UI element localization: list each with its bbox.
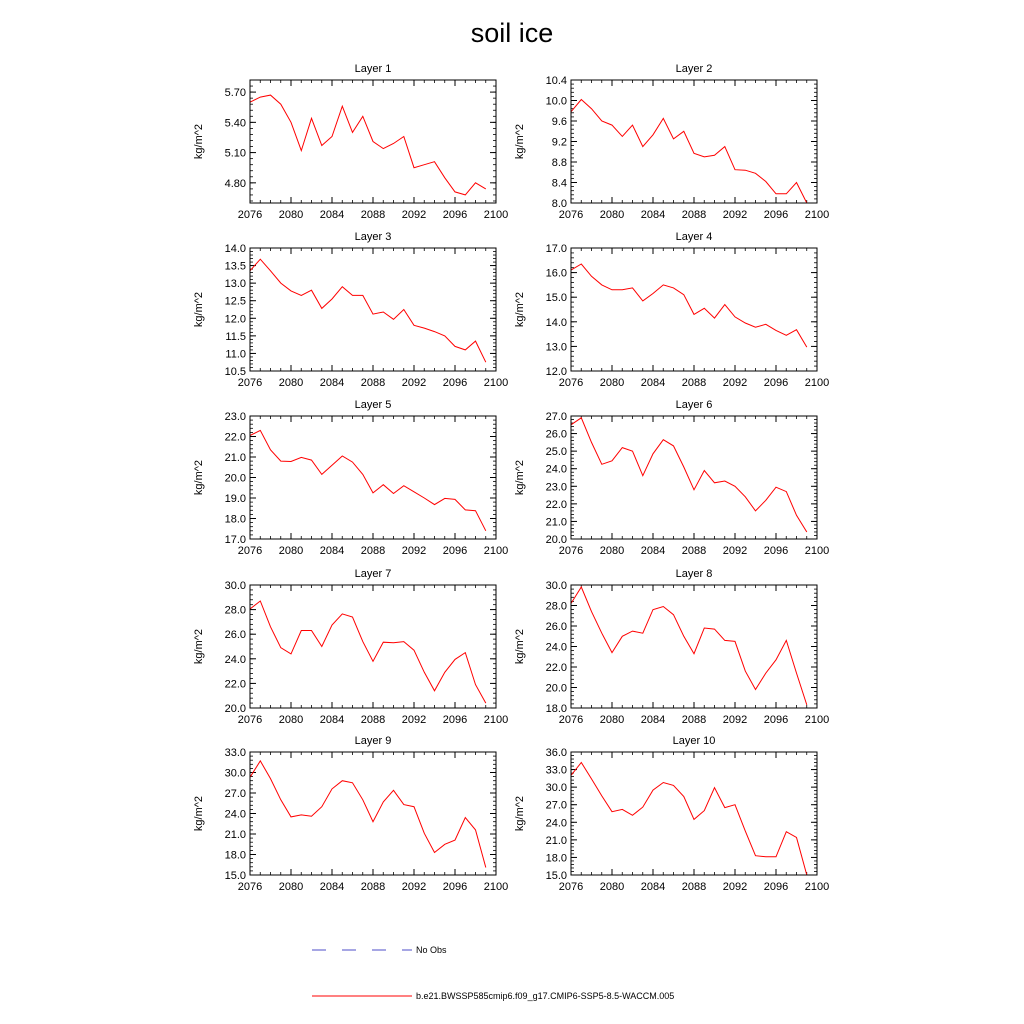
panel-layer-6 xyxy=(514,399,829,557)
series-line xyxy=(250,95,486,195)
y-tick-label: 15.0 xyxy=(224,870,246,882)
y-tick-label: 5.40 xyxy=(224,117,246,130)
x-tick-label: 2092 xyxy=(401,545,427,557)
x-tick-label: 2096 xyxy=(442,881,468,893)
x-tick-label: 2084 xyxy=(640,545,666,557)
y-tick-label: 20.0 xyxy=(224,703,246,715)
y-tick-label: 4.80 xyxy=(224,177,246,190)
panel-title: Layer 4 xyxy=(675,231,713,243)
x-tick-label: 2080 xyxy=(599,377,625,389)
x-tick-label: 2080 xyxy=(278,545,304,557)
x-tick-label: 2088 xyxy=(681,545,707,557)
x-tick-label: 2096 xyxy=(763,714,789,726)
y-tick-label: 25.0 xyxy=(545,446,567,459)
x-tick-label: 2084 xyxy=(319,714,345,726)
y-tick-label: 26.0 xyxy=(545,621,567,633)
x-tick-label: 2096 xyxy=(442,209,468,221)
plot-frame xyxy=(571,80,817,203)
y-tick-label: 24.0 xyxy=(545,641,567,654)
panel-title: Layer 5 xyxy=(354,399,392,411)
x-tick-label: 2100 xyxy=(483,545,509,557)
x-tick-label: 2080 xyxy=(599,209,625,221)
panel-layer-1 xyxy=(193,63,508,221)
plot-frame xyxy=(571,416,817,539)
x-tick-label: 2096 xyxy=(442,714,468,726)
x-tick-label: 2100 xyxy=(483,377,509,389)
y-tick-label: 19.0 xyxy=(224,493,246,505)
y-tick-label: 8.8 xyxy=(551,157,567,169)
y-axis-label: kg/m^2 xyxy=(514,123,526,160)
panel-title: Layer 7 xyxy=(354,568,392,580)
series-line xyxy=(571,100,807,204)
panel-layer-8 xyxy=(514,568,829,726)
y-tick-label: 15.0 xyxy=(545,870,567,882)
x-tick-label: 2092 xyxy=(722,714,748,726)
y-tick-label: 20.0 xyxy=(545,682,567,695)
plot-frame xyxy=(571,585,817,708)
x-tick-label: 2088 xyxy=(360,209,386,221)
plot-frame xyxy=(250,752,496,875)
x-tick-label: 2100 xyxy=(804,209,830,221)
x-tick-label: 2100 xyxy=(804,714,830,726)
x-tick-label: 2084 xyxy=(640,209,666,221)
x-tick-label: 2092 xyxy=(722,209,748,221)
y-tick-label: 17.0 xyxy=(224,534,246,546)
x-tick-label: 2080 xyxy=(278,209,304,221)
x-tick-label: 2096 xyxy=(763,881,789,893)
y-axis-label: kg/m^2 xyxy=(193,795,205,832)
plot-frame xyxy=(250,585,496,708)
x-tick-label: 2088 xyxy=(360,545,386,557)
panel-layer-5 xyxy=(193,399,508,557)
x-tick-label: 2076 xyxy=(237,545,263,557)
y-tick-label: 17.0 xyxy=(545,243,567,255)
panel-title: Layer 9 xyxy=(354,735,392,747)
y-tick-label: 16.0 xyxy=(545,267,567,280)
y-tick-label: 27.0 xyxy=(545,411,567,423)
x-tick-label: 2100 xyxy=(483,714,509,726)
plot-frame xyxy=(250,248,496,371)
plot-frame xyxy=(250,416,496,539)
y-tick-label: 11.0 xyxy=(225,348,246,361)
y-tick-label: 13.0 xyxy=(224,278,246,291)
x-tick-label: 2100 xyxy=(804,881,830,893)
x-tick-label: 2088 xyxy=(360,377,386,389)
legend-label-1: No Obs xyxy=(416,945,447,955)
y-axis-label: kg/m^2 xyxy=(193,123,205,160)
x-tick-label: 2100 xyxy=(804,377,830,389)
panel-layer-3 xyxy=(193,231,508,389)
x-tick-label: 2100 xyxy=(483,881,509,893)
y-axis-label: kg/m^2 xyxy=(514,459,526,496)
x-tick-label: 2084 xyxy=(640,881,666,893)
series-line xyxy=(250,259,486,362)
y-tick-label: 18.0 xyxy=(545,703,567,715)
x-tick-label: 2096 xyxy=(442,377,468,389)
panel-layer-9 xyxy=(193,735,508,893)
y-tick-label: 21.0 xyxy=(545,834,567,847)
x-tick-label: 2076 xyxy=(237,209,263,221)
y-tick-label: 18.0 xyxy=(224,849,246,862)
x-tick-label: 2080 xyxy=(599,714,625,726)
x-tick-label: 2076 xyxy=(558,209,584,221)
y-tick-label: 26.0 xyxy=(545,428,567,441)
x-tick-label: 2096 xyxy=(442,545,468,557)
y-tick-label: 13.0 xyxy=(545,341,567,354)
panel-layer-2 xyxy=(514,63,829,221)
series-line xyxy=(250,601,486,703)
panel-layer-10 xyxy=(514,735,829,893)
y-tick-label: 5.70 xyxy=(224,87,246,100)
legend xyxy=(312,945,674,1001)
series-line xyxy=(250,761,486,868)
y-axis-label: kg/m^2 xyxy=(193,628,205,665)
x-tick-label: 2080 xyxy=(599,545,625,557)
y-tick-label: 33.0 xyxy=(224,747,246,759)
x-tick-label: 2092 xyxy=(401,714,427,726)
x-tick-label: 2080 xyxy=(599,881,625,893)
y-tick-label: 15.0 xyxy=(545,292,567,305)
y-axis-label: kg/m^2 xyxy=(514,628,526,665)
y-tick-label: 23.0 xyxy=(545,481,567,494)
x-tick-label: 2088 xyxy=(681,714,707,726)
x-tick-label: 2092 xyxy=(722,881,748,893)
y-tick-label: 24.0 xyxy=(545,463,567,476)
series-line xyxy=(250,430,486,530)
y-tick-label: 12.0 xyxy=(545,366,567,378)
y-axis-label: kg/m^2 xyxy=(514,795,526,832)
plot-frame xyxy=(571,248,817,371)
legend-label-2: b.e21.BWSSP585cmip6.f09_g17.CMIP6-SSP5-8.5-WACCM.005 xyxy=(416,991,675,1001)
y-tick-label: 24.0 xyxy=(545,817,567,830)
x-tick-label: 2100 xyxy=(804,545,830,557)
x-tick-label: 2096 xyxy=(763,209,789,221)
x-tick-label: 2080 xyxy=(278,377,304,389)
x-tick-label: 2080 xyxy=(278,714,304,726)
y-tick-label: 5.10 xyxy=(224,147,246,160)
series-line xyxy=(571,264,807,347)
x-tick-label: 2092 xyxy=(401,209,427,221)
y-tick-label: 21.0 xyxy=(545,516,567,529)
y-tick-label: 11.5 xyxy=(225,330,246,343)
x-tick-label: 2084 xyxy=(319,881,345,893)
y-axis-label: kg/m^2 xyxy=(193,459,205,496)
y-tick-label: 30.0 xyxy=(545,580,567,592)
y-tick-label: 9.2 xyxy=(551,136,567,149)
y-axis-label: kg/m^2 xyxy=(193,291,205,328)
x-tick-label: 2084 xyxy=(319,545,345,557)
y-tick-label: 21.0 xyxy=(224,452,246,464)
x-tick-label: 2092 xyxy=(401,377,427,389)
series-line xyxy=(571,763,807,876)
y-tick-label: 24.0 xyxy=(224,653,246,666)
y-tick-label: 36.0 xyxy=(545,747,567,759)
x-tick-label: 2100 xyxy=(483,209,509,221)
x-tick-label: 2092 xyxy=(722,545,748,557)
y-tick-label: 10.5 xyxy=(224,366,246,378)
x-tick-label: 2088 xyxy=(360,881,386,893)
y-tick-label: 22.0 xyxy=(545,498,567,511)
y-tick-label: 30.0 xyxy=(224,767,246,780)
panels xyxy=(193,63,829,893)
x-tick-label: 2088 xyxy=(681,881,707,893)
y-tick-label: 30.0 xyxy=(545,782,567,795)
panel-title: Layer 3 xyxy=(354,231,392,243)
y-tick-label: 22.0 xyxy=(224,678,246,691)
x-tick-label: 2092 xyxy=(722,377,748,389)
y-tick-label: 12.0 xyxy=(224,313,246,326)
y-tick-label: 9.6 xyxy=(551,116,567,128)
x-tick-label: 2076 xyxy=(237,377,263,389)
x-tick-label: 2076 xyxy=(558,377,584,389)
y-tick-label: 27.0 xyxy=(224,788,246,800)
x-tick-label: 2076 xyxy=(558,545,584,557)
y-tick-label: 33.0 xyxy=(545,764,567,777)
x-tick-label: 2076 xyxy=(237,881,263,893)
x-tick-label: 2080 xyxy=(278,881,304,893)
panel-layer-7 xyxy=(193,568,508,726)
panel-title: Layer 10 xyxy=(672,735,716,747)
y-tick-label: 27.0 xyxy=(545,799,567,812)
panel-title: Layer 2 xyxy=(675,63,713,75)
y-tick-label: 22.0 xyxy=(545,662,567,674)
y-tick-label: 21.0 xyxy=(224,829,246,841)
x-tick-label: 2084 xyxy=(319,377,345,389)
x-tick-label: 2076 xyxy=(237,714,263,726)
y-tick-label: 8.0 xyxy=(551,198,567,210)
y-tick-label: 14.0 xyxy=(224,243,246,255)
x-tick-label: 2088 xyxy=(681,209,707,221)
x-tick-label: 2076 xyxy=(558,881,584,893)
panel-layer-4 xyxy=(514,231,829,389)
y-tick-label: 22.0 xyxy=(224,431,246,444)
y-tick-label: 23.0 xyxy=(224,411,246,423)
y-tick-label: 24.0 xyxy=(224,808,246,821)
y-tick-label: 12.5 xyxy=(224,295,246,308)
x-tick-label: 2096 xyxy=(763,377,789,389)
figure-title: soil ice xyxy=(470,18,554,48)
y-tick-label: 28.0 xyxy=(545,600,567,613)
y-tick-label: 10.4 xyxy=(545,75,567,87)
series-line xyxy=(571,418,807,532)
x-tick-label: 2088 xyxy=(360,714,386,726)
x-tick-label: 2092 xyxy=(401,881,427,893)
y-tick-label: 28.0 xyxy=(224,604,246,617)
plot-frame xyxy=(571,752,817,875)
x-tick-label: 2096 xyxy=(763,545,789,557)
y-tick-label: 8.4 xyxy=(551,177,567,190)
y-tick-label: 14.0 xyxy=(545,316,567,329)
x-tick-label: 2076 xyxy=(558,714,584,726)
panel-title: Layer 8 xyxy=(675,568,713,580)
series-line xyxy=(571,587,807,705)
y-tick-label: 18.0 xyxy=(224,513,246,526)
y-tick-label: 13.5 xyxy=(224,260,246,273)
y-tick-label: 20.0 xyxy=(224,472,246,485)
y-axis-label: kg/m^2 xyxy=(514,291,526,328)
y-tick-label: 26.0 xyxy=(224,629,246,642)
panel-title: Layer 6 xyxy=(675,399,713,411)
x-tick-label: 2088 xyxy=(681,377,707,389)
y-tick-label: 10.0 xyxy=(545,95,567,108)
x-tick-label: 2084 xyxy=(640,714,666,726)
y-tick-label: 20.0 xyxy=(545,534,567,546)
panel-title: Layer 1 xyxy=(354,63,392,75)
y-tick-label: 18.0 xyxy=(545,852,567,865)
x-tick-label: 2084 xyxy=(640,377,666,389)
y-tick-label: 30.0 xyxy=(224,580,246,592)
x-tick-label: 2084 xyxy=(319,209,345,221)
